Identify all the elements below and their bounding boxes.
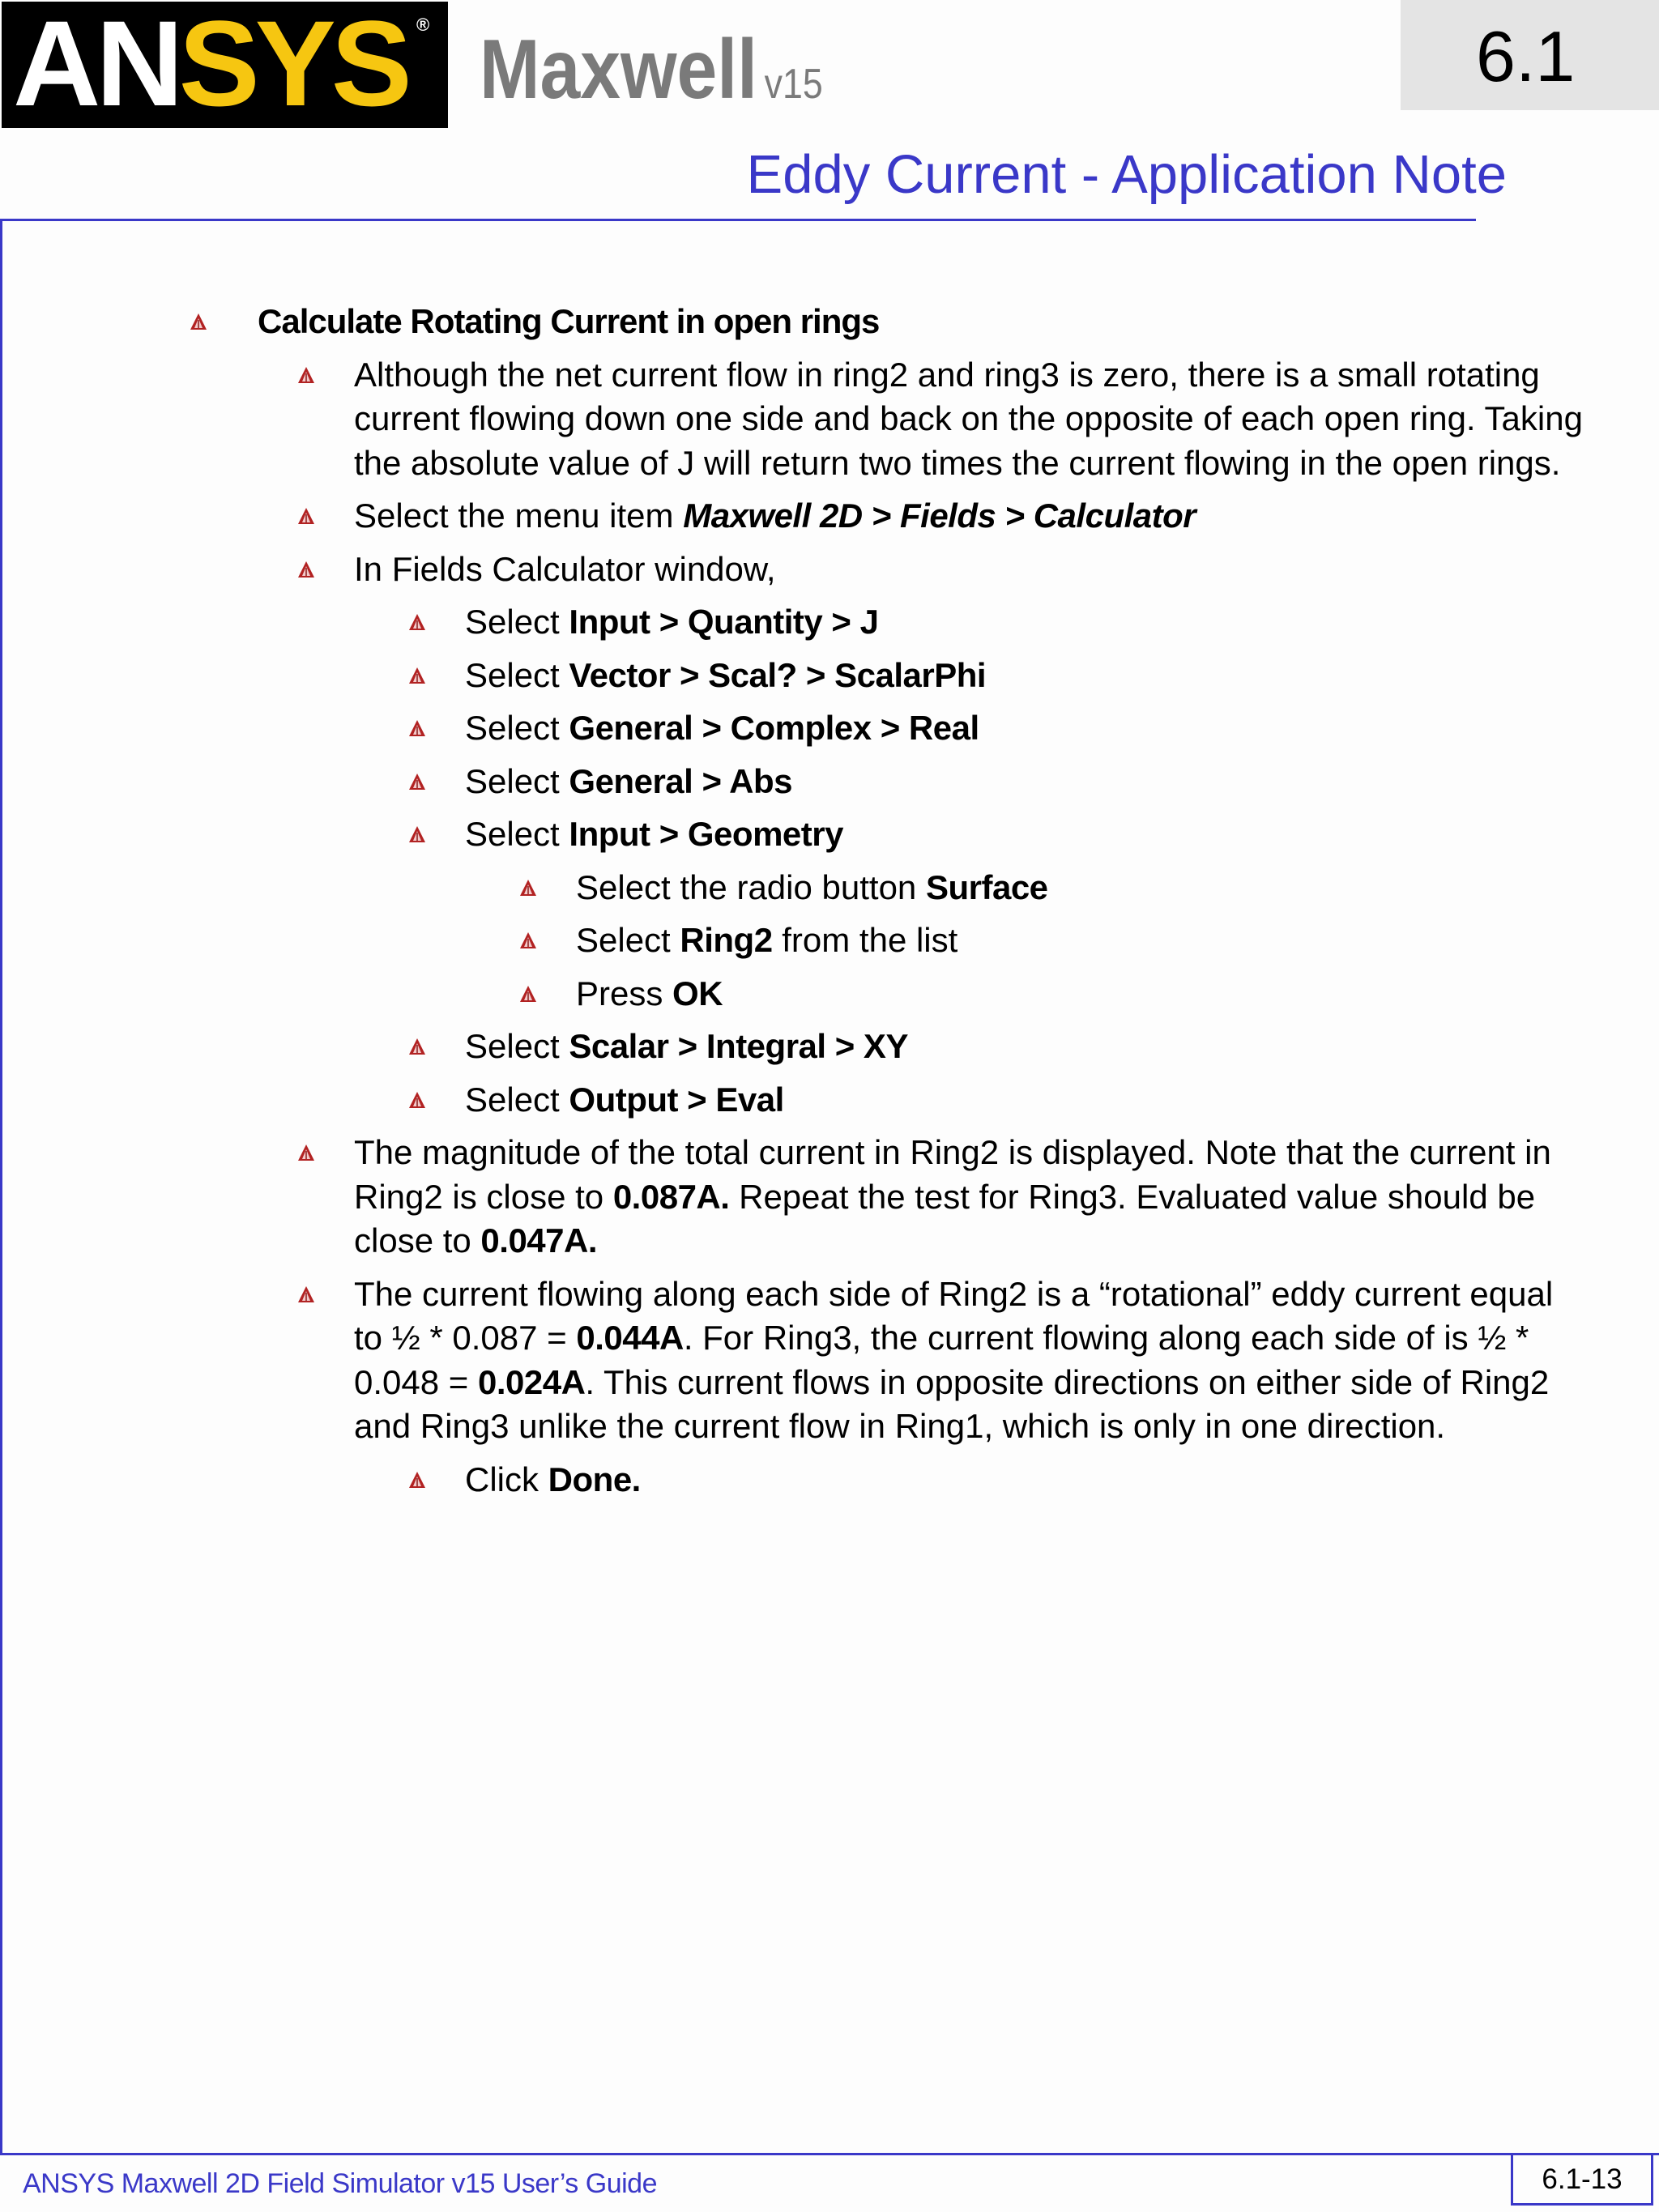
rotational-text-3: . This current flows in opposite directions on either side of Ring2 and Ring3 unlike the current flow in Ring1, which is only in one direction. bbox=[354, 1362, 1550, 1445]
calc-step-path: Scalar > Integral > XY bbox=[569, 1027, 908, 1065]
magnitude-value-2: 0.047A. bbox=[480, 1221, 598, 1259]
calc-step-path: Output > Eval bbox=[569, 1080, 784, 1119]
list-item bbox=[465, 1458, 1583, 1502]
done-step-prefix: Click bbox=[465, 1460, 548, 1498]
list-step-value: Ring2 bbox=[680, 921, 773, 959]
list-item bbox=[465, 600, 1583, 645]
triangle-bullet-icon bbox=[519, 931, 537, 949]
list-item bbox=[465, 1025, 1583, 1069]
select-word: Select bbox=[465, 815, 569, 853]
radio-step-prefix: Select the radio button bbox=[576, 867, 926, 906]
select-word: Select bbox=[465, 761, 569, 800]
list-item bbox=[576, 866, 1580, 910]
triangle-bullet-icon bbox=[190, 313, 207, 330]
triangle-bullet-icon bbox=[297, 366, 315, 384]
list-item bbox=[258, 300, 1594, 344]
triangle-bullet-icon bbox=[408, 773, 426, 791]
footer-guide-title: ANSYS Maxwell 2D Field Simulator v15 User’s Guide bbox=[23, 2168, 657, 2199]
triangle-bullet-icon bbox=[408, 719, 426, 737]
triangle-bullet-icon bbox=[297, 560, 315, 578]
rotational-text-2: . For Ring3, the current flowing along each side of is ½ * 0.048 = bbox=[354, 1319, 1529, 1401]
list-item bbox=[354, 353, 1585, 486]
select-word: Select bbox=[465, 603, 569, 641]
calc-step-path: General > Abs bbox=[569, 761, 792, 800]
product-name: Maxwell v15 bbox=[480, 23, 823, 117]
intro-paragraph: Although the net current flow in ring2 and ring3 is zero, there is a small rotating current flowing down one side and back on the opposite of each open ring. Taking the absolute value of J will return two times the current flowing in the open rings. bbox=[354, 355, 1583, 482]
product-version: v15 bbox=[764, 61, 823, 108]
content bbox=[0, 300, 1659, 1502]
triangle-bullet-icon bbox=[519, 985, 537, 1003]
press-step-value: OK bbox=[672, 974, 723, 1012]
list-item bbox=[465, 654, 1583, 698]
list-step-prefix: Select bbox=[576, 921, 680, 959]
rotational-value-1: 0.044A bbox=[576, 1319, 684, 1357]
page-title: Eddy Current - Application Note bbox=[746, 144, 1507, 205]
list-item bbox=[576, 972, 1580, 1016]
triangle-bullet-icon bbox=[408, 1038, 426, 1055]
radio-step-value: Surface bbox=[925, 867, 1048, 906]
triangle-bullet-icon bbox=[297, 507, 315, 525]
list-item bbox=[354, 1131, 1585, 1264]
select-word: Select bbox=[465, 1027, 569, 1065]
list-item bbox=[465, 1078, 1583, 1123]
list-item bbox=[354, 548, 1585, 592]
header-rule bbox=[0, 219, 1476, 221]
select-word: Select bbox=[465, 709, 569, 747]
calc-step-path: Input > Quantity > J bbox=[569, 603, 879, 641]
triangle-bullet-icon bbox=[408, 667, 426, 684]
list-item bbox=[576, 918, 1580, 963]
section-number: 6.1 bbox=[1476, 16, 1576, 96]
magnitude-value-1: 0.087A. bbox=[612, 1177, 730, 1216]
menu-path: Maxwell 2D > Fields > Calculator bbox=[683, 497, 1196, 535]
triangle-bullet-icon bbox=[408, 1091, 426, 1109]
magnitude-text-1: The magnitude of the total current in Ring2 is displayed. Note that the current in Ring2 is close to bbox=[354, 1133, 1551, 1216]
logo-wordmark: ANSYS bbox=[13, 2, 407, 128]
list-item bbox=[354, 494, 1585, 539]
menu-step-prefix: Select the menu item bbox=[354, 497, 684, 535]
list-step-suffix: from the list bbox=[772, 921, 958, 959]
calc-step-path: Input > Geometry bbox=[569, 815, 843, 853]
calc-step-path: General > Complex > Real bbox=[569, 709, 979, 747]
select-word: Select bbox=[465, 1080, 569, 1119]
triangle-bullet-icon bbox=[408, 613, 426, 631]
rotational-value-2: 0.024A bbox=[477, 1362, 586, 1401]
page-number: 6.1-13 bbox=[1511, 2155, 1653, 2206]
press-step-prefix: Press bbox=[576, 974, 673, 1012]
ansys-logo bbox=[2, 2, 448, 128]
list-item bbox=[465, 760, 1583, 804]
triangle-bullet-icon bbox=[297, 1144, 315, 1161]
triangle-bullet-icon bbox=[408, 825, 426, 843]
calc-step-path: Vector > Scal? > ScalarPhi bbox=[569, 655, 987, 694]
section-heading: Calculate Rotating Current in open rings bbox=[258, 302, 880, 340]
triangle-bullet-icon bbox=[408, 1471, 426, 1489]
list-item bbox=[465, 812, 1583, 857]
registered-mark: ® bbox=[416, 15, 430, 35]
calculator-intro: In Fields Calculator window, bbox=[354, 549, 776, 588]
list-item bbox=[354, 1272, 1585, 1449]
select-word: Select bbox=[465, 655, 569, 694]
triangle-bullet-icon bbox=[519, 879, 537, 897]
footer-rule bbox=[0, 2153, 1659, 2155]
list-item bbox=[465, 706, 1583, 751]
triangle-bullet-icon bbox=[297, 1285, 315, 1303]
magnitude-text-2: Repeat the test for Ring3. Evaluated value should be close to bbox=[354, 1177, 1536, 1259]
done-step-value: Done. bbox=[548, 1460, 641, 1498]
rotational-text-1: The current flowing along each side of Ring2 is a “rotational” eddy current equal to ½ * 0.087 = bbox=[354, 1274, 1554, 1357]
